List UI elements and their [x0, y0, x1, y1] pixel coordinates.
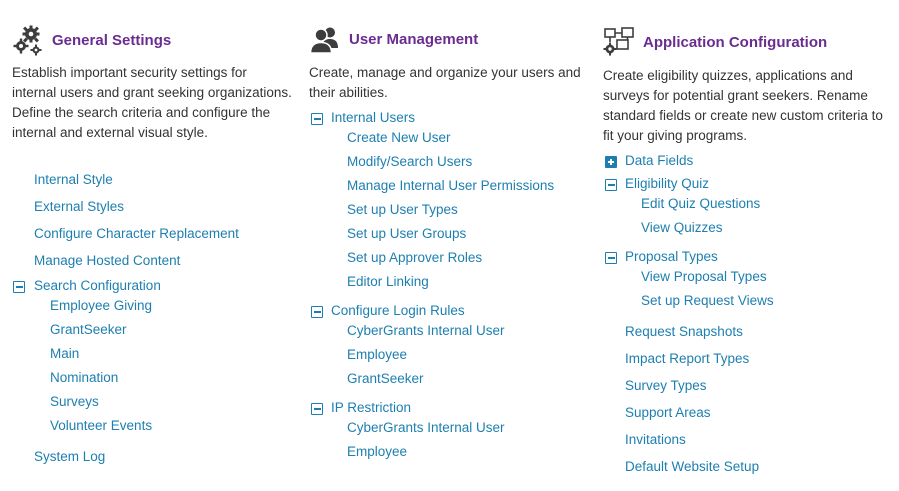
view-quizzes-link[interactable]: View Quizzes — [641, 220, 723, 235]
configure-character-replacement-link[interactable]: Configure Character Replacement — [34, 226, 239, 241]
collapse-proposal-types-toggle[interactable] — [605, 252, 617, 264]
collapse-ip-restriction-toggle[interactable] — [311, 403, 323, 415]
data-fields-link[interactable]: Data Fields — [625, 153, 694, 168]
user-management-title: User Management — [349, 30, 479, 48]
create-new-user-link[interactable]: Create New User — [347, 130, 451, 145]
set-up-request-views-link[interactable]: Set up Request Views — [641, 293, 774, 308]
eligibility-quiz-link[interactable]: Eligibility Quiz — [625, 176, 710, 191]
ip-restriction-link[interactable]: IP Restriction — [331, 400, 412, 415]
collapse-search-configuration-toggle[interactable] — [13, 281, 25, 293]
set-up-user-types-link[interactable]: Set up User Types — [347, 202, 458, 217]
application-configuration-header — [603, 26, 827, 58]
surveys-search-link[interactable]: Surveys — [50, 394, 99, 409]
modify-search-users-link[interactable]: Modify/Search Users — [347, 154, 473, 169]
impact-report-types-link[interactable]: Impact Report Types — [625, 351, 750, 366]
ip-employee-link[interactable]: Employee — [347, 444, 408, 459]
main-search-link[interactable]: Main — [50, 346, 80, 361]
general-settings-title: General Settings — [52, 31, 172, 49]
set-up-user-groups-link[interactable]: Set up User Groups — [347, 226, 467, 241]
application-configuration-description: Create eligibility quizzes, applications and surveys for potential grant seekers. Rename standard fields or create new custom criteria to fit your giving programs. — [603, 68, 883, 143]
collapse-login-rules-toggle[interactable] — [311, 306, 323, 318]
editor-linking-link[interactable]: Editor Linking — [347, 274, 429, 289]
set-up-approver-roles-link[interactable]: Set up Approver Roles — [347, 250, 483, 265]
general-settings-description: Establish important security settings for internal users and grant seeking organizations. Define the search criteria and configure the internal and external visual style. — [12, 65, 292, 140]
nomination-search-link[interactable]: Nomination — [50, 370, 119, 385]
edit-quiz-questions-link[interactable]: Edit Quiz Questions — [641, 196, 761, 211]
expand-data-fields-toggle[interactable] — [605, 156, 617, 168]
system-log-link[interactable]: System Log — [34, 449, 106, 464]
support-areas-link[interactable]: Support Areas — [625, 405, 711, 420]
login-grantseeker-link[interactable]: GrantSeeker — [347, 371, 424, 386]
survey-types-link[interactable]: Survey Types — [625, 378, 707, 393]
manage-hosted-content-link[interactable]: Manage Hosted Content — [34, 253, 181, 268]
gears-icon — [12, 24, 44, 56]
user-management-description: Create, manage and organize your users and their abilities. — [309, 65, 581, 100]
search-configuration-link[interactable]: Search Configuration — [34, 278, 161, 293]
application-configuration-title: Application Configuration — [643, 33, 828, 51]
view-proposal-types-link[interactable]: View Proposal Types — [641, 269, 767, 284]
users-icon — [309, 23, 341, 55]
external-styles-link[interactable]: External Styles — [34, 199, 125, 214]
internal-style-link[interactable]: Internal Style — [34, 172, 113, 187]
grantseeker-search-link[interactable]: GrantSeeker — [50, 322, 127, 337]
volunteer-events-search-link[interactable]: Volunteer Events — [50, 418, 153, 433]
internal-users-link[interactable]: Internal Users — [331, 110, 416, 125]
employee-giving-link[interactable]: Employee Giving — [50, 298, 153, 313]
app-config-icon — [603, 26, 635, 58]
configure-login-rules-link[interactable]: Configure Login Rules — [331, 303, 465, 318]
default-website-setup-link[interactable]: Default Website Setup — [625, 459, 760, 474]
invitations-link[interactable]: Invitations — [625, 432, 686, 447]
login-cybergrants-internal-user-link[interactable]: CyberGrants Internal User — [347, 323, 505, 338]
general-settings-header — [12, 24, 171, 56]
collapse-internal-users-toggle[interactable] — [311, 113, 323, 125]
request-snapshots-link[interactable]: Request Snapshots — [625, 324, 743, 339]
ip-cybergrants-internal-user-link[interactable]: CyberGrants Internal User — [347, 420, 505, 435]
manage-internal-user-permissions-link[interactable]: Manage Internal User Permissions — [347, 178, 555, 193]
proposal-types-link[interactable]: Proposal Types — [625, 249, 718, 264]
user-management-header — [309, 23, 478, 55]
login-employee-link[interactable]: Employee — [347, 347, 408, 362]
collapse-eligibility-quiz-toggle[interactable] — [605, 179, 617, 191]
